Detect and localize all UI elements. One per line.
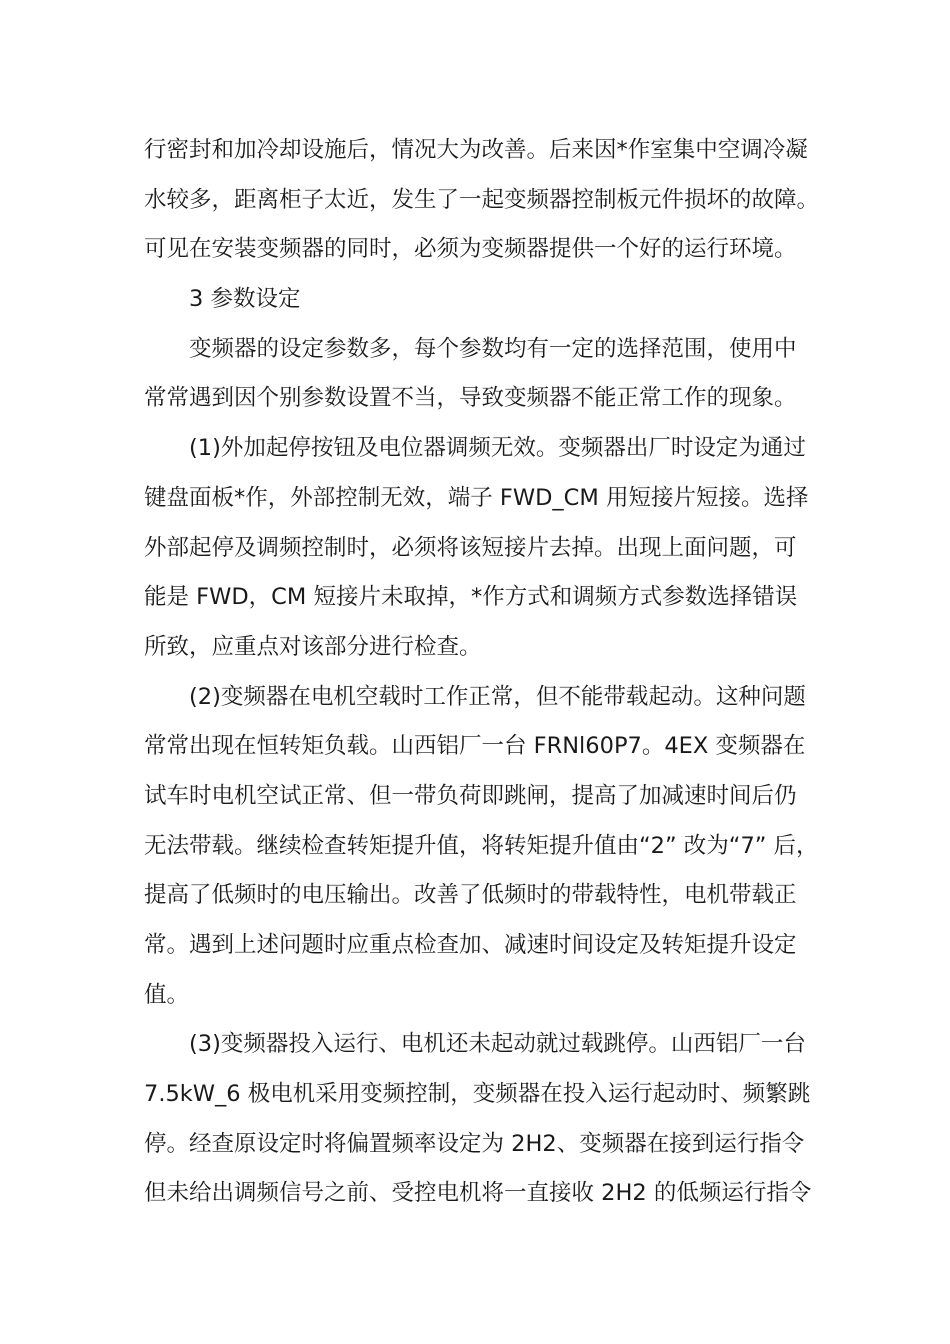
text-line: (1)外加起停按钮及电位器调频无效。变频器出厂时设定为通过 xyxy=(189,435,806,462)
text-line: 常常遇到因个别参数设置不当，导致变频器不能正常工作的现象。 xyxy=(144,385,797,412)
text-line: 提高了低频时的电压输出。改善了低频时的带载特性，电机带载正 xyxy=(144,882,797,909)
text-line: 外部起停及调频控制时，必须将该短接片去掉。出现上面问题，可 xyxy=(144,534,797,561)
text-line: 可见在安装变频器的同时，必须为变频器提供一个好的运行环境。 xyxy=(144,236,797,263)
text-line: 水较多，距离柜子太近，发生了一起变频器控制板元件损坏的故障。 xyxy=(144,186,820,213)
section-heading: 3 参数设定 xyxy=(189,286,301,313)
text-line: 无法带载。继续检查转矩提升值，将转矩提升值由“2” 改为“7” 后， xyxy=(144,832,819,859)
text-line: 行密封和加冷却设施后，情况大为改善。后来因*作室集中空调冷凝 xyxy=(144,137,808,163)
text-line: 能是 FWD，CM 短接片未取掉，*作方式和调频方式参数选择错误 xyxy=(144,584,798,611)
text-line: 键盘面板*作，外部控制无效，端子 FWD_CM 用短接片短接。选择 xyxy=(144,484,809,511)
body-text xyxy=(144,126,824,1219)
text-line: 常。遇到上述问题时应重点检查加、减速时间设定及转矩提升设定 xyxy=(144,932,797,958)
text-line: 所致，应重点对该部分进行检查。 xyxy=(144,633,482,660)
text-line: 停。经查原设定时将偏置频率设定为 2H2、变频器在接到运行指令 xyxy=(144,1130,805,1157)
text-line: 值。 xyxy=(144,981,190,1008)
text-line: 7.5kW_6 极电机采用变频控制，变频器在投入运行起动时、频繁跳 xyxy=(144,1081,811,1108)
text-line: 但未给出调频信号之前、受控电机将一直接收 2H2 的低频运行指令 xyxy=(144,1180,812,1207)
text-line: (2)变频器在电机空载时工作正常，但不能带载起动。这种问题 xyxy=(189,683,806,710)
text-line: 变频器的设定参数多，每个参数均有一定的选择范围，使用中 xyxy=(189,335,797,362)
text-line: 常常出现在恒转矩负载。山西铝厂一台 FRNl60P7。4EX 变频器在 xyxy=(144,733,806,760)
text-line: (3)变频器投入运行、电机还未起动就过载跳停。山西铝厂一台 xyxy=(189,1031,806,1058)
text-line: 试车时电机空试正常、但一带负荷即跳闸，提高了加减速时间后仍 xyxy=(144,782,797,809)
